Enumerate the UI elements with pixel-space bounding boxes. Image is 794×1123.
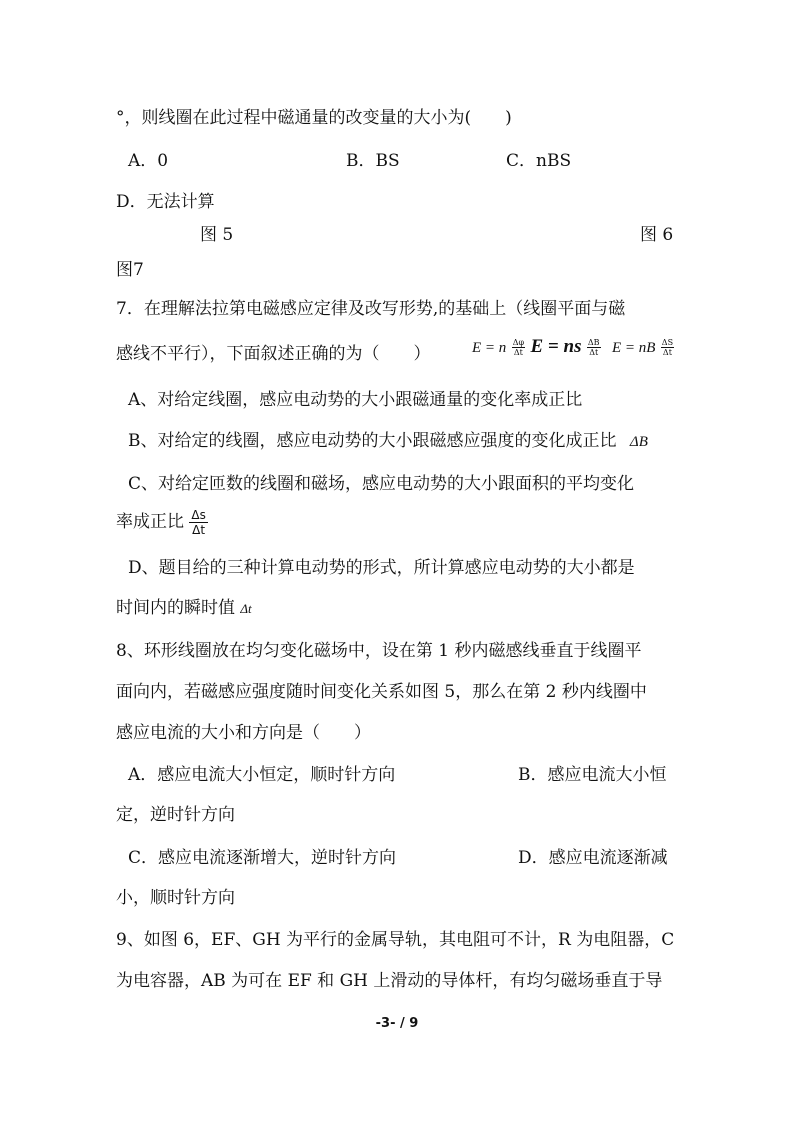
option-7d-line-2-row bbox=[116, 597, 252, 620]
formula-3-den: Δt bbox=[662, 348, 672, 357]
option-7d-line-1: D、题目给的三种计算电动势的形式，所计算感应电动势的大小都是 bbox=[128, 558, 635, 578]
option-6b: B．BS bbox=[346, 151, 400, 171]
option-8b-line-1: B．感应电流大小恒 bbox=[518, 765, 667, 785]
figure-7-caption: 图7 bbox=[116, 260, 144, 280]
question-9-line-2: 为电容器，AB 为可在 EF 和 GH 上滑动的导体杆，有均匀磁场垂直于导 bbox=[116, 971, 663, 991]
formula-2-lhs: E = ns bbox=[530, 336, 582, 357]
option-6d: D．无法计算 bbox=[116, 192, 215, 212]
formula-2-num: ΔB bbox=[587, 338, 600, 347]
option-6a: A．0 bbox=[128, 151, 169, 171]
formula-1-lhs: E = n bbox=[472, 340, 507, 356]
option-7d-line-2: 时间内的瞬时值 bbox=[116, 598, 235, 618]
question-8-line-2: 面向内，若磁感应强度随时间变化关系如图 5，那么在第 2 秒内线圈中 bbox=[116, 682, 647, 702]
delta-t-symbol: Δt bbox=[240, 601, 252, 616]
formula-1-fraction bbox=[512, 338, 525, 357]
formula-group bbox=[472, 336, 674, 359]
formula-3-fraction bbox=[661, 338, 674, 357]
ds-den: Δt bbox=[192, 523, 206, 537]
formula-3-lhs: E = nB bbox=[611, 340, 656, 356]
formula-2-den: Δt bbox=[589, 348, 599, 357]
question-6-tail: °，则线圈在此过程中磁通量的改变量的大小为( ) bbox=[116, 108, 512, 128]
option-7c-line-2: 率成正比 bbox=[116, 512, 184, 532]
figure-6-caption: 图 6 bbox=[640, 225, 674, 245]
figure-5-caption: 图 5 bbox=[200, 225, 234, 245]
option-7b: B、对给定的线圈，感应电动势的大小跟磁感应强度的变化成正比 bbox=[128, 431, 617, 451]
option-8b-line-2: 定，逆时针方向 bbox=[116, 805, 235, 825]
delta-b-symbol: ΔB bbox=[629, 434, 648, 450]
option-7a: A、对给定线圈，感应电动势的大小跟磁通量的变化率成正比 bbox=[128, 390, 583, 410]
formula-2-fraction bbox=[587, 338, 601, 357]
option-8d-line-2: 小，顺时针方向 bbox=[116, 888, 235, 908]
option-7b-line bbox=[128, 430, 648, 453]
formula-3-num: ΔS bbox=[661, 338, 674, 347]
formula-1-num: Δφ bbox=[512, 338, 525, 347]
option-7c-line-1: C、对给定匝数的线圈和磁场，感应电动势的大小跟面积的平均变化 bbox=[128, 474, 635, 494]
question-7-line-1: 7．在理解法拉第电磁感应定律及改写形势,的基础上（线圈平面与磁 bbox=[116, 299, 626, 319]
option-6c: C．nBS bbox=[506, 151, 572, 171]
ds-dt-fraction bbox=[189, 508, 207, 537]
formula-1-den: Δt bbox=[513, 348, 523, 357]
option-8c: C．感应电流逐渐增大，逆时针方向 bbox=[128, 848, 397, 868]
page-number: -3- / 9 bbox=[375, 1016, 419, 1031]
question-8-line-1: 8、环形线圈放在均匀变化磁场中，设在第 1 秒内磁感线垂直于线圈平 bbox=[116, 641, 642, 661]
option-8d-line-1: D．感应电流逐渐减 bbox=[518, 848, 668, 868]
option-8a: A．感应电流大小恒定，顺时针方向 bbox=[128, 765, 396, 785]
ds-num: Δs bbox=[191, 508, 206, 522]
question-7-line-2: 感线不平行），下面叙述正确的为（ ） bbox=[116, 344, 431, 364]
question-8-line-3: 感应电流的大小和方向是（ ） bbox=[116, 723, 371, 743]
question-9-line-1: 9、如图 6，EF、GH 为平行的金属导轨，其电阻可不计，R 为电阻器，C bbox=[116, 930, 675, 950]
option-7c-line-2-row bbox=[116, 508, 208, 537]
